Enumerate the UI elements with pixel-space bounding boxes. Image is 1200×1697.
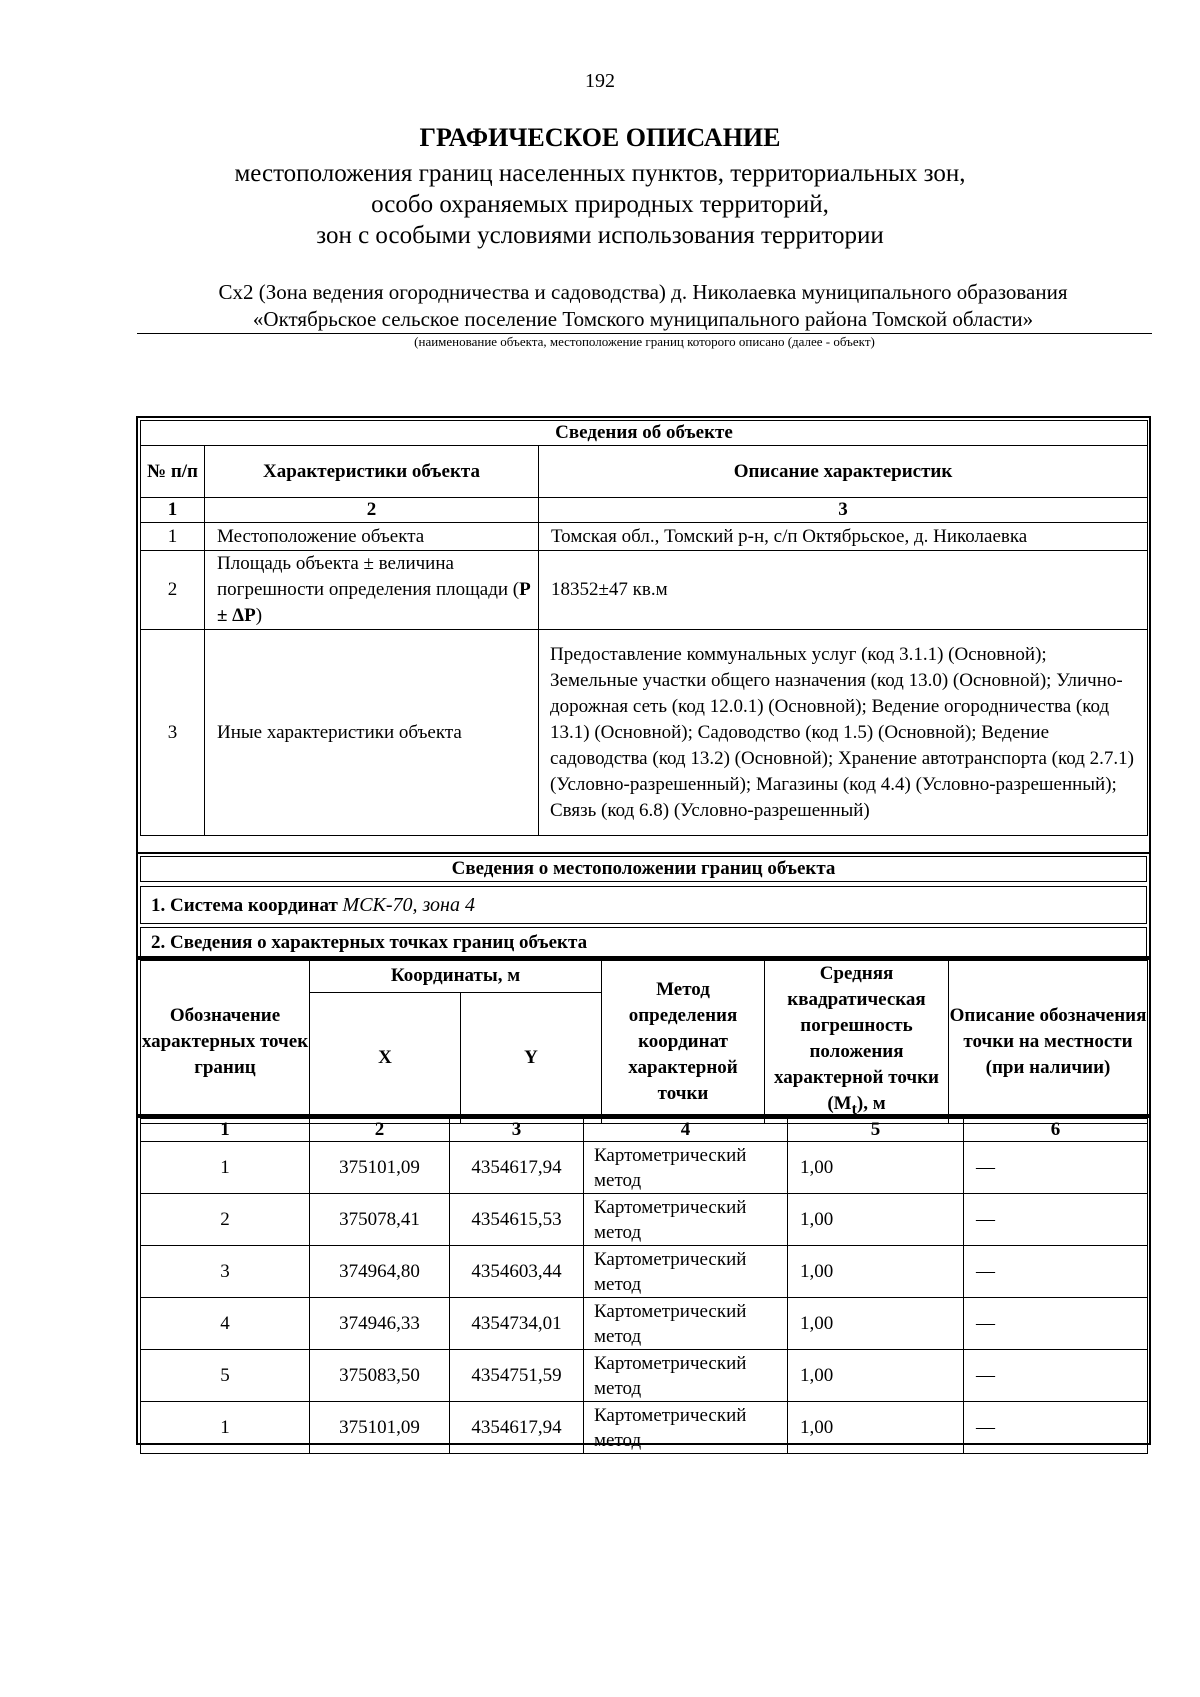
coord-y: 4354617,94 [450, 1402, 584, 1454]
area-formula: P ± ΔP [217, 579, 530, 626]
point-id: 4 [141, 1298, 310, 1350]
method: Картометрический метод [584, 1246, 788, 1298]
point-description: — [964, 1298, 1148, 1350]
characteristic-name: Местоположение объекта [205, 523, 539, 551]
characteristic-name: Иные характеристики объекта [205, 630, 539, 836]
point-description: — [964, 1142, 1148, 1194]
col-number: 1 [141, 1119, 310, 1142]
point-id: 1 [141, 1402, 310, 1454]
object-info-table [140, 420, 1148, 836]
table-row [141, 1194, 1148, 1246]
table-row [141, 630, 1148, 836]
location-section-title: Сведения о местоположении границ объекта [140, 856, 1147, 882]
coord-y: 4354734,01 [450, 1298, 584, 1350]
info-table-title: Сведения об объекте [141, 421, 1148, 446]
accuracy: 1,00 [788, 1142, 964, 1194]
point-id: 1 [141, 1142, 310, 1194]
table-row [141, 551, 1148, 630]
point-description: — [964, 1350, 1148, 1402]
accuracy: 1,00 [788, 1194, 964, 1246]
subtitle-line: особо охраняемых природных территорий, [371, 191, 829, 218]
header-x: X [310, 992, 461, 1123]
accuracy-label: Средняя квадратическая погрешность положения характерной точки (M [774, 963, 939, 1114]
method: Картометрический метод [584, 1142, 788, 1194]
coord-x: 375101,09 [310, 1402, 450, 1454]
col-number: 3 [539, 498, 1148, 523]
characteristic-value: 18352±47 кв.м [539, 551, 1148, 630]
object-caption: (наименование объекта, местоположение границ которого описано (далее - объект) [414, 334, 875, 349]
accuracy-subscript: t [851, 1100, 857, 1118]
col-number: 6 [964, 1119, 1148, 1142]
subtitle-line: местоположения границ населенных пунктов, территориальных зон, [234, 160, 966, 187]
coord-x: 374964,80 [310, 1246, 450, 1298]
page-number: 192 [585, 70, 615, 92]
table-row [141, 1298, 1148, 1350]
document-title: ГРАФИЧЕСКОЕ ОПИСАНИЕ [419, 123, 781, 152]
coord-x: 375083,50 [310, 1350, 450, 1402]
coord-y: 4354603,44 [450, 1246, 584, 1298]
col-number: 3 [450, 1119, 584, 1142]
method: Картометрический метод [584, 1402, 788, 1454]
characteristic-value: Предоставление коммунальных услуг (код 3.1.1) (Основной); Земельные участки общего назначения (код 13.0) (Основной); Улично-дорожная сеть (код 12.0.1) (Основной); Ведение огородничества (код 13.1) (Основной); Садоводство (код 1.5) (Основной); Ведение садоводства (код 13.2) (Основной); Хранение автотранспорта (код 2.7.1) (Условно-разрешенный); Магазины (код 4.4) (Условно-разрешенный); Связь (код 6.8) (Условно-разрешенный) [539, 630, 1148, 836]
header-num: № п/п [141, 446, 205, 498]
header-description: Описание характеристик [539, 446, 1148, 498]
col-number: 1 [141, 498, 205, 523]
coord-y: 4354615,53 [450, 1194, 584, 1246]
characteristic-value: Томская обл., Томский р-н, с/п Октябрьское, д. Николаевка [539, 523, 1148, 551]
points-table-header [140, 960, 1148, 1124]
point-id: 5 [141, 1350, 310, 1402]
table-row [141, 1142, 1148, 1194]
header-point: Обозначение характерных точек границ [141, 961, 310, 1124]
point-description: — [964, 1194, 1148, 1246]
method: Картометрический метод [584, 1350, 788, 1402]
characteristic-name [205, 551, 539, 630]
accuracy: 1,00 [788, 1402, 964, 1454]
area-label: Площадь объекта ± величина погрешности определения площади ( [217, 553, 520, 600]
document-subtitle [0, 158, 1200, 251]
coordinate-system-value: МСК-70, зона 4 [342, 894, 475, 916]
header-method: Метод определения координат характерной точки [602, 961, 765, 1124]
row-num: 1 [141, 523, 205, 551]
object-name-line: «Октябрьское сельское поселение Томского муниципального района Томской области» [252, 307, 1034, 331]
col-number: 5 [788, 1119, 964, 1142]
point-id: 3 [141, 1246, 310, 1298]
coord-x: 374946,33 [310, 1298, 450, 1350]
header-description: Описание обозначения точки на местности (при наличии) [949, 961, 1148, 1124]
accuracy-unit: ), м [856, 1093, 886, 1114]
accuracy: 1,00 [788, 1298, 964, 1350]
header-coordinates: Координаты, м [310, 961, 602, 993]
coord-x: 375078,41 [310, 1194, 450, 1246]
object-name-line: Сх2 (Зона ведения огородничества и садоводства) д. Николаевка муниципального образования [218, 280, 1068, 304]
accuracy: 1,00 [788, 1350, 964, 1402]
coord-x: 375101,09 [310, 1142, 450, 1194]
accuracy: 1,00 [788, 1246, 964, 1298]
coord-y: 4354751,59 [450, 1350, 584, 1402]
header-accuracy [765, 961, 949, 1124]
coordinate-system-label: 1. Система координат [151, 895, 338, 916]
col-number: 2 [310, 1119, 450, 1142]
col-number: 2 [205, 498, 539, 523]
area-label-end: ) [255, 605, 263, 626]
point-description: — [964, 1402, 1148, 1454]
header-characteristic: Характеристики объекта [205, 446, 539, 498]
point-description: — [964, 1246, 1148, 1298]
method: Картометрический метод [584, 1298, 788, 1350]
table-row [141, 1246, 1148, 1298]
table-row [141, 1350, 1148, 1402]
point-id: 2 [141, 1194, 310, 1246]
points-table [140, 1118, 1148, 1454]
method: Картометрический метод [584, 1194, 788, 1246]
coord-y: 4354617,94 [450, 1142, 584, 1194]
subtitle-line: зон с особыми условиями использования территории [316, 222, 884, 249]
table-row [141, 1402, 1148, 1454]
table-row [141, 523, 1148, 551]
header-y: Y [461, 992, 602, 1123]
col-number: 4 [584, 1119, 788, 1142]
row-num: 3 [141, 630, 205, 836]
object-name [137, 279, 1149, 333]
coordinate-system [140, 886, 1147, 924]
row-num: 2 [141, 551, 205, 630]
points-section-title: 2. Сведения о характерных точках границ объекта [140, 927, 1147, 960]
